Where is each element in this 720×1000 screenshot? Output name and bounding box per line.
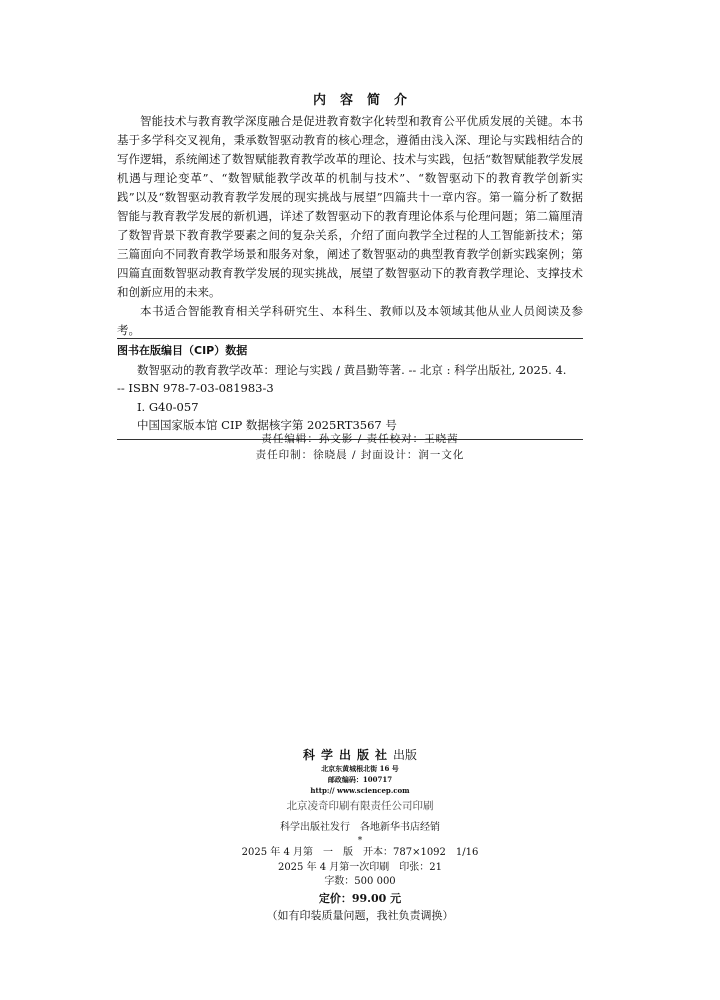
quality-notice: （如有印装质量问题，我社负责调换） [266,908,454,922]
cip-classification: Ⅰ. G40-057 [137,399,199,414]
edition-line: 2025 年 4 月第 一 版 开本：787×1092 1/16 [241,847,479,858]
cip-number: 中国国家版本馆 CIP 数据核字第 2025RT3567 号 [137,418,397,432]
publisher-postcode: 邮政编码：100717 [327,775,393,784]
intro-title: 内容简介 [312,93,421,108]
intro-body [117,112,583,340]
staff-line: 责任编辑：孙文影 / 责任校对：王晓茜 [261,433,459,445]
wordcount-line: 字数：500 000 [324,876,396,887]
staff-line: 责任印制：徐晓晨 / 封面设计：润一文化 [255,449,465,461]
cip-entry: 数智驱动的教育教学改革：理论与实践 / 黄昌勤等著. -- 北京 : 科学出版社, 2025. 4. [137,362,567,377]
publisher-info [0,746,720,924]
publisher-website: http:// www.sciencep.com [310,786,410,795]
publisher-address: 北京东黄城根北街 16 号 [321,764,399,773]
cip-data-block [117,338,583,440]
separator-mark: * [357,836,363,846]
distribution-line: 科学出版社发行 各地新华书店经销 [280,822,440,833]
publisher-suffix: 出版 [393,748,418,762]
publisher-logo-text: 科学出版社 [302,748,393,762]
staff-credits [0,431,720,463]
intro-paragraph: 本书适合智能教育相关学科研究生、本科生、教师以及本领域其他从业人员阅读及参考。 [117,304,583,337]
printer-name: 北京凌奇印刷有限责任公司印刷 [286,800,434,812]
cip-title: 图书在版编目（CIP）数据 [117,344,248,357]
printing-line: 2025 年 4 月第一次印刷 印张：21 [277,861,443,873]
publisher-name [0,746,720,763]
price-line: 定价：99.00 元 [318,891,402,905]
cip-isbn: -- ISBN 978-7-03-081983-3 [117,381,274,395]
intro-paragraph: 智能技术与教育教学深度融合是促进教育数字化转型和教育公平优质发展的关键。本书基于多学科交叉视角，秉承数智驱动教育的核心理念，遵循由浅入深、理论与实践相结合的写作逻辑，系统阐述了数智赋能教育教学改革的理论、技术与实践，包括“数智赋能教学发展机遇与理论变革”、“数智赋能教学改革的机制与技术”、“数智驱动下的教育教学创新实践”以及“数智驱动教育教学发展的现实挑战与展望”四篇共十一章内容。第一篇分析了数据智能与教育教学发展的新机遇，详述了数智驱动下的教育理论体系与伦理问题；第二篇厘清了数智背景下教育教学要素之间的复杂关系，介绍了面向教学全过程的人工智能新技术；第三篇面向不同教育教学场景和服务对象，阐述了数智驱动的典型教育教学创新实践案例；第四篇直面数智驱动教育教学发展的现实挑战，展望了数智驱动下的教育教学理论、支撑技术和创新应用的未来。 [117,114,583,299]
